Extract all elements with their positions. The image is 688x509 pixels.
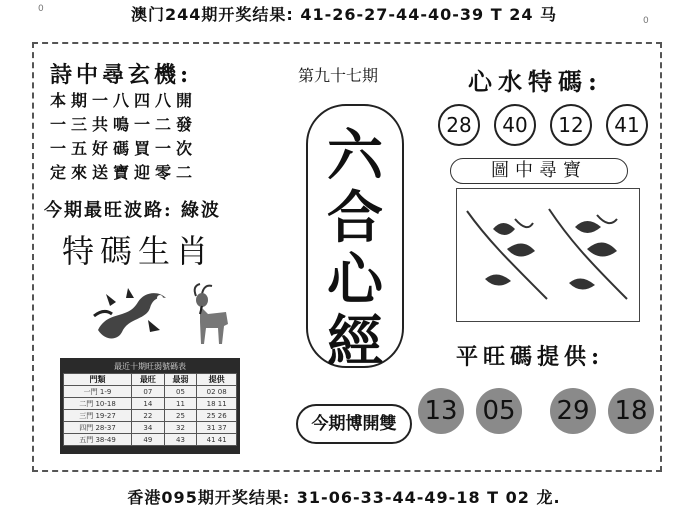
heart-numbers-title: 心水特碼:: [468, 67, 603, 96]
center-title-char: 六: [327, 123, 383, 189]
stats-table-title: 最近十期旺弱號碼表: [114, 362, 186, 371]
table-cell: 四門 28-37: [64, 422, 132, 434]
table-cell: 22: [132, 410, 165, 422]
table-cell: 14: [132, 398, 165, 410]
table-cell: 25 26: [197, 410, 237, 422]
corner-mark-left: 0: [38, 4, 44, 14]
poem-line: 一五好碼買一次: [50, 139, 198, 158]
table-cell: 五門 38-49: [64, 434, 132, 446]
ping-number-ball: 29: [550, 388, 596, 434]
heart-number-ball: 41: [606, 104, 648, 146]
heart-number-ball: 28: [438, 104, 480, 146]
table-header: 最旺: [132, 374, 165, 386]
odd-even-box: 今期博開雙: [296, 404, 412, 444]
table-cell: 25: [164, 410, 197, 422]
stats-table: [60, 358, 240, 454]
table-row: [64, 398, 237, 410]
picture-box: [456, 188, 640, 322]
center-title-char: 心: [327, 247, 383, 313]
poem-line: 一三共鳴一二發: [50, 115, 198, 134]
corner-mark-right: 0: [643, 16, 649, 26]
ping-number-ball: 18: [608, 388, 654, 434]
table-row: [64, 422, 237, 434]
hongkong-result-footer: 香港095期开奖结果: 31-06-33-44-49-18 T 02 龙.: [127, 488, 561, 507]
table-header-row: [64, 374, 237, 386]
poem-title: 詩中尋玄機:: [50, 62, 193, 88]
table-cell: 43: [164, 434, 197, 446]
table-header: 最弱: [164, 374, 197, 386]
zodiac-title: 特碼生肖: [62, 232, 215, 270]
table-cell: 一門 1-9: [64, 386, 132, 398]
ping-number-ball: 05: [476, 388, 522, 434]
table-row: [64, 386, 237, 398]
table-cell: 41 41: [197, 434, 237, 446]
ping-numbers-title: 平旺碼提供:: [456, 344, 605, 370]
table-cell: 18 11: [197, 398, 237, 410]
table-cell: 三門 19-27: [64, 410, 132, 422]
table-header: 門類: [64, 374, 132, 386]
picture-label: 圖中尋寶: [450, 158, 628, 184]
table-cell: 49: [132, 434, 165, 446]
heart-number-ball: 40: [494, 104, 536, 146]
ping-number-ball: 13: [418, 388, 464, 434]
flower-branch-icon: [457, 189, 639, 321]
heart-number-ball: 12: [550, 104, 592, 146]
table-header: 提供: [197, 374, 237, 386]
table-row: [64, 434, 237, 446]
center-title-char: 經: [327, 309, 383, 375]
dragon-icon: [88, 280, 174, 346]
table-cell: 32: [164, 422, 197, 434]
wave-color: 今期最旺波路: 綠波: [44, 200, 221, 221]
table-cell: 二門 10-18: [64, 398, 132, 410]
poem-line: 定來送寶迎零二: [50, 163, 198, 182]
center-title-char: 合: [327, 185, 383, 251]
table-row: [64, 410, 237, 422]
table-cell: 05: [164, 386, 197, 398]
table-cell: 07: [132, 386, 165, 398]
macau-result-header: 澳门244期开奖结果: 41-26-27-44-40-39 T 24 马: [130, 5, 558, 24]
stats-table-grid: [63, 373, 237, 446]
issue-title: 第九十七期: [298, 66, 379, 85]
goat-icon: [188, 282, 232, 346]
table-cell: 31 37: [197, 422, 237, 434]
poem-line: 本期一八四八開: [50, 91, 198, 110]
table-cell: 11: [164, 398, 197, 410]
table-cell: 02 08: [197, 386, 237, 398]
table-cell: 34: [132, 422, 165, 434]
